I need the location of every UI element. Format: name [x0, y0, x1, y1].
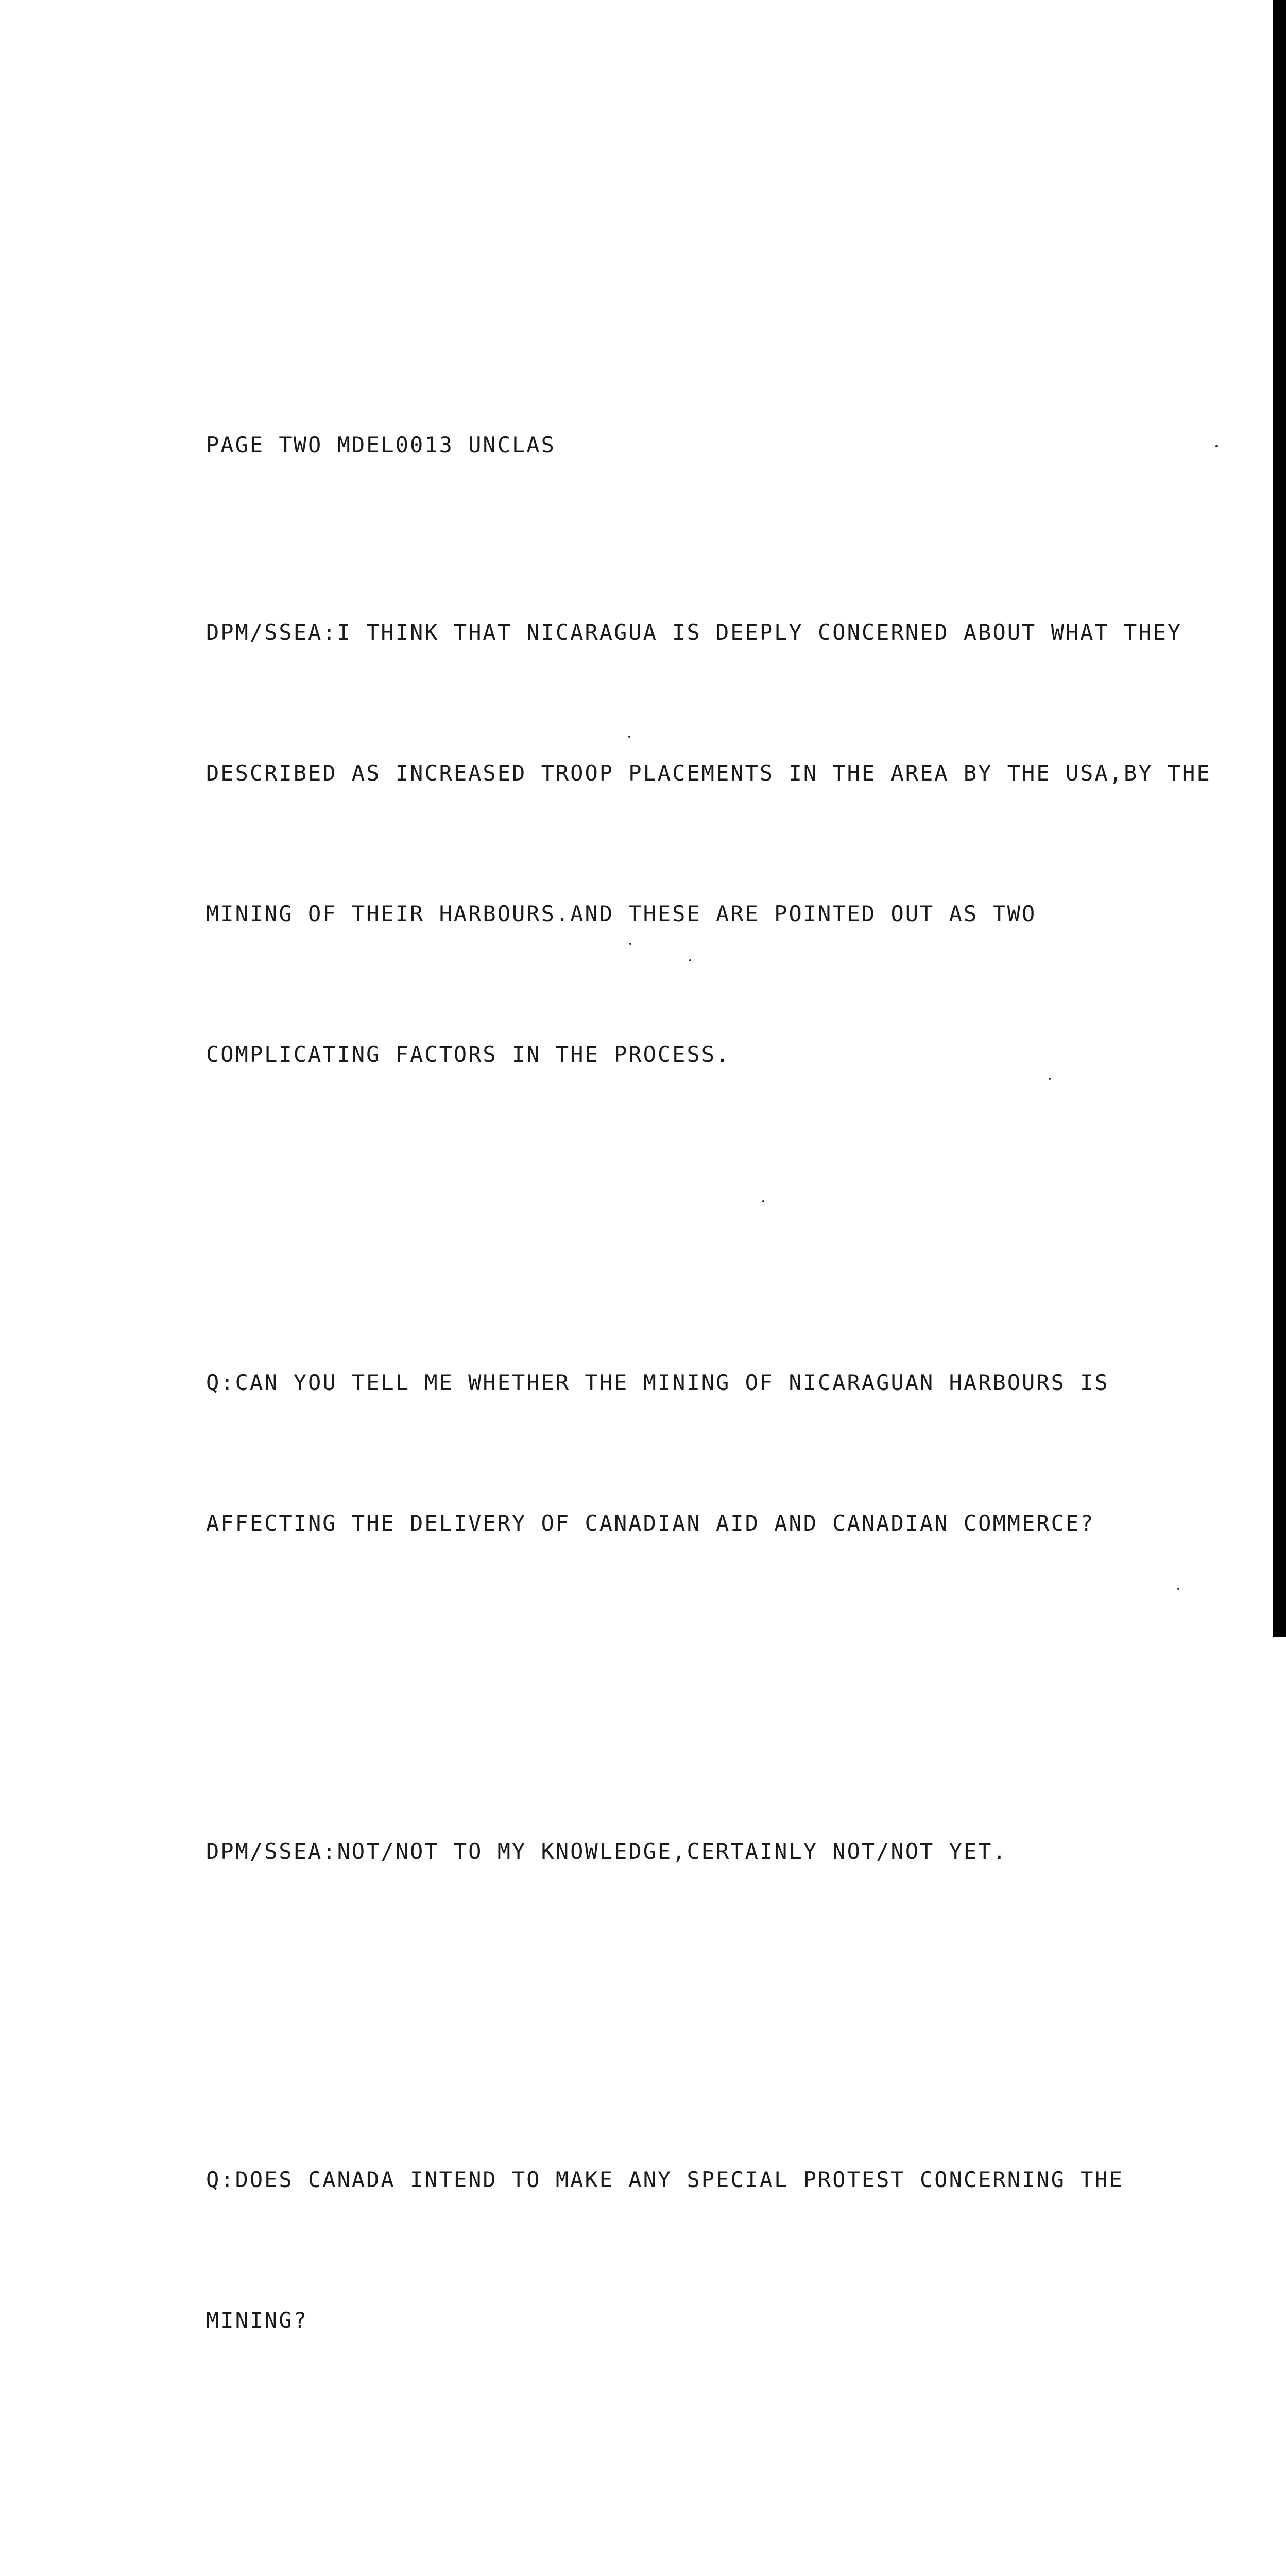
- text-line: DPM/SSEA:I THINK THAT NICARAGUA IS DEEPLY CONCERNED ABOUT WHAT THEY: [206, 620, 1182, 645]
- telex-text: [206, 328, 1215, 2576]
- scan-speck: [762, 1200, 764, 1202]
- page-header: PAGE TWO MDEL0013 UNCLAS: [206, 432, 556, 457]
- text-line: Q:DOES CANADA INTEND TO MAKE ANY SPECIAL PROTEST CONCERNING THE: [206, 2167, 1124, 2192]
- scan-speck: [629, 943, 631, 945]
- scan-edge-border: [1273, 0, 1286, 1637]
- paragraph-gap: [206, 1172, 1215, 1218]
- scan-speck: [1177, 1588, 1179, 1590]
- scan-speck: [1049, 1078, 1051, 1080]
- text-line: DPM/SSEA:NOT/NOT TO MY KNOWLEDGE,CERTAINLY NOT/NOT YET.: [206, 1839, 1007, 1864]
- text-line: AFFECTING THE DELIVERY OF CANADIAN AID AND CANADIAN COMMERCE?: [206, 1511, 1095, 1536]
- paragraph-gap: [206, 2437, 1215, 2484]
- scan-speck: [628, 736, 630, 738]
- text-line: Q:CAN YOU TELL ME WHETHER THE MINING OF NICARAGUAN HARBOURS IS: [206, 1370, 1109, 1395]
- scan-speck: [1215, 445, 1218, 447]
- paragraph-gap: [206, 1640, 1215, 1687]
- text-line: DESCRIBED AS INCREASED TROOP PLACEMENTS IN THE AREA BY THE USA,BY THE: [206, 760, 1211, 786]
- scan-speck: [689, 959, 691, 961]
- text-line: COMPLICATING FACTORS IN THE PROCESS.: [206, 1042, 731, 1067]
- text-line: MINING?: [206, 2308, 308, 2333]
- paragraph-gap: [206, 1969, 1215, 2015]
- text-line: MINING OF THEIR HARBOURS.AND THESE ARE POINTED OUT AS TWO: [206, 901, 1037, 926]
